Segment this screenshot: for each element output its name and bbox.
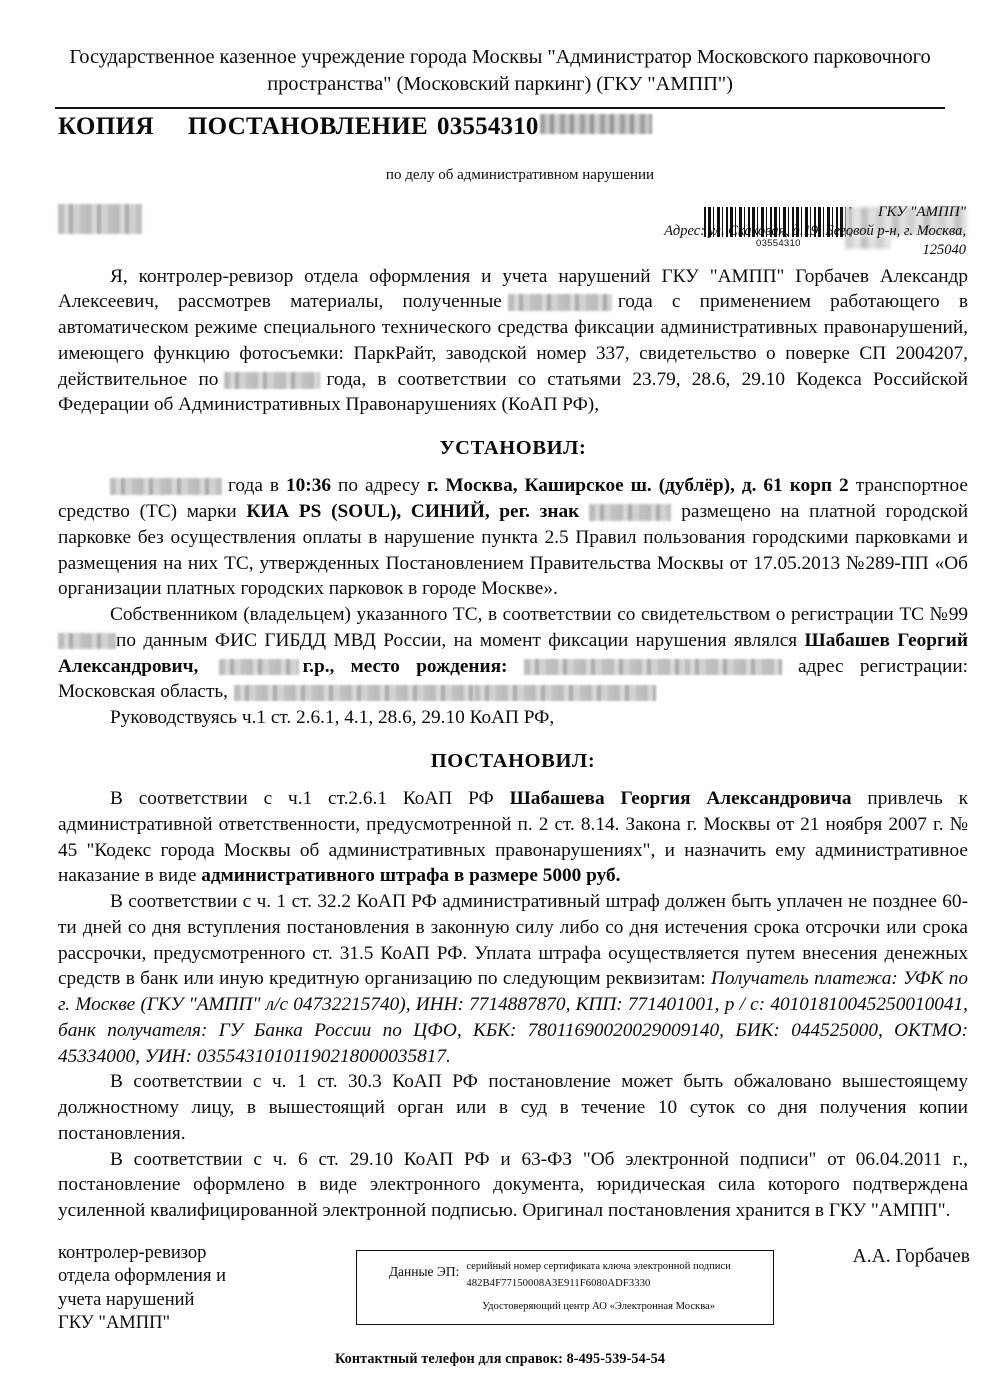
decision-paragraph — [58, 786, 968, 889]
redacted-stamp-block — [58, 204, 142, 234]
barcode-number: 03554310 — [756, 237, 801, 249]
violation-time: 10:36 — [286, 475, 331, 497]
document-subtitle: по делу об административном нарушении — [385, 166, 655, 183]
violation-location: г. Москва, Каширское ш. (дублёр), д. 61 корп 2 — [427, 475, 849, 497]
redacted-registration-address-cont — [474, 685, 656, 701]
section-heading-ustanovil: УСТАНОВИЛ: — [439, 437, 587, 459]
intro-text-part2: года с применением работающего в автоматическом режиме специального технического средства фиксации административных правонарушений, имеющего функцию фотосъемки: ПаркРайт, заводской номер 337, свидетельство о поверке СП 2004207, действительное по — [58, 291, 968, 390]
signer-position-line-3: учета нарушений — [58, 1289, 195, 1310]
payment-text: В соответствии с ч. 1 ст. 32.2 КоАП РФ административный штраф должен быть уплачен не позднее 60-ти дней со дня вступления постановления в законную силу либо со дня истечения срока отсрочки или срока рассрочки, предусмотренного ст. 31.5 КоАП РФ. Уплата штрафа осуществляется путем внесения денежных средств в банк или иную кредитную организацию по следующим реквизитам: — [58, 891, 968, 990]
eds-label: Данные ЭП: — [388, 1263, 460, 1279]
owner-text-1: Собственником (владельцем) указанного ТС, в соответствии со свидетельством о регистрации ТС №99 — [110, 604, 968, 626]
violation-paragraph — [58, 473, 968, 602]
penalized-person-name: Шабашева Георгия Александровича — [509, 788, 852, 810]
signer-position-line-4: ГКУ "АМПП" — [58, 1313, 171, 1334]
violation-text-3: транспортное средство (ТС) марки — [58, 475, 968, 523]
document-number: 03554310 — [437, 112, 539, 140]
document-title-left — [58, 113, 652, 141]
owner-text-4: адрес регистрации: Московская область, — [58, 655, 968, 703]
payment-paragraph — [58, 889, 968, 1069]
redacted-birth-place-cont — [684, 659, 782, 675]
payment-requisites: Получатель платежа: УФК по г. Москве (ГКУ "АМПП" л/с 04732215740), ИНН: 7714887870, КПП: 771401001, р / с: 40101810045250010041, банк получателя: ГУ Банка России по ЦФО, КБК: 78011690020029009140, БИК: 044525000, ОКТМО: 45334000, УИН: 03554310101190218000035817. — [58, 968, 968, 1067]
redacted-birth-place — [524, 659, 684, 675]
footer-contact: Контактный телефон для справок: 8-495-539-54-54 — [334, 1351, 666, 1367]
legal-basis-paragraph: Руководствуясь ч.1 ст. 2.6.1, 4.1, 28.6, 29.10 КоАП РФ, — [110, 707, 555, 729]
signer-position-line-2: отдела оформления и — [58, 1266, 226, 1287]
vehicle-description: КИА PS (SOUL), СИНИЙ — [246, 501, 485, 523]
electronic-signature-stamp — [356, 1250, 774, 1325]
intro-paragraph — [58, 264, 968, 419]
eds-details — [466, 1258, 730, 1315]
eds-cert-caption: серийный номер сертификата ключа электронной подписи — [466, 1260, 731, 1272]
violation-text-4: , рег. знак — [484, 501, 580, 523]
eds-serial-number: 482B4F77150008A3E911F6080ADF3330 — [466, 1278, 651, 1290]
owner-text-2: по данным ФИС ГИБДД МВД России, на момент фиксации нарушения являлся — [116, 629, 798, 651]
document-type-label: ПОСТАНОВЛЕНИЕ — [187, 112, 429, 140]
fine-statement: административного штрафа в размере 5000 руб. — [201, 865, 621, 887]
violation-text-1: года в — [228, 475, 279, 497]
violation-text-2: по адресу — [338, 475, 420, 497]
intro-text-part3: года, в соответствии со статьями 23.79, 28.6, 29.10 Кодекса Российской Федерации об Административных Правонарушениях (КоАП РФ), — [58, 368, 969, 416]
appeal-paragraph: В соответствии с ч. 1 ст. 30.3 КоАП РФ постановление может быть обжаловано вышестоящему должностному лицу, в вышестоящий орган или в суд в течение 10 суток со дня получения копии постановления. — [58, 1071, 968, 1144]
address-block — [58, 202, 968, 261]
owner-name: Шабашев Георгий Александрович, — [58, 629, 968, 677]
redacted-registration-certificate — [58, 633, 116, 649]
redacted-document-number-suffix — [540, 114, 652, 134]
meta-row — [0, 202, 1000, 264]
redacted-calibration-date — [224, 372, 320, 389]
signer-position-line-1: контролер-ревизор — [58, 1242, 207, 1263]
document-body — [0, 264, 1000, 1224]
decision-text-b: привлечь к административной ответственности, предусмотренной п. 2 ст. 8.14. Закона г. Москвы от 21 ноября 2007 г. № 45 "Кодекс города Москвы об административных правонарушениях", и назначить ему административное наказание в виде — [58, 788, 968, 887]
copy-label: КОПИЯ — [58, 112, 154, 140]
violation-text-5: размещено на платной городской парковке без осуществления оплаты в нарушение пункта 2.5 Правил пользования городскими парковками и размещения на них ТС, утвержденных Постановлением Правительства Москвы от 17.05.2013 №289-ПП «Об организации платных городских парковок в городе Москве». — [58, 501, 969, 600]
redacted-violation-date — [110, 478, 222, 495]
owner-paragraph — [58, 602, 968, 705]
redacted-birth-year — [219, 659, 299, 675]
organization-title: Государственное казенное учреждение города Москвы "Администратор Московского парковочного пространства" (Московский паркинг) (ГКУ "АМПП") — [69, 46, 931, 96]
signer-name: А.А. Горбачев — [852, 1245, 970, 1267]
organization-short-name: ГКУ "АМПП" — [877, 203, 966, 220]
organization-postal-code: 125040 — [922, 242, 966, 259]
redacted-receipt-date — [508, 294, 612, 311]
signer-position — [58, 1242, 273, 1336]
organization-address: Адрес: ул. Скаковая, д.19, Беговой р-н, г. Москва, — [664, 222, 966, 239]
intro-text-part1: Я, контролер-ревизор отдела оформления и учета нарушений ГКУ "АМПП" Горбачев Александр Алексеевич, рассмотрев материалы, полученные — [58, 265, 968, 313]
signature-area — [0, 1242, 1000, 1336]
owner-text-3: г.р., место рождения: — [302, 655, 508, 677]
redacted-license-plate — [589, 504, 671, 521]
decision-text-a: В соответствии с ч.1 ст.2.6.1 КоАП РФ — [110, 788, 494, 810]
section-heading-postanovil: ПОСТАНОВИЛ: — [430, 749, 596, 772]
eds-certificate-authority: Удостоверяющий центр АО «Электронная Москва» — [482, 1301, 716, 1313]
electronic-signature-paragraph: В соответствии с ч. 6 ст. 29.10 КоАП РФ и 63-ФЗ "Об электронной подписи" от 06.04.2011 г., постановление оформлено в виде электронного документа, юридическая сила которого подтверждена усиленной квалифицированной электронной подписью. Оригинал постановления хранится в ГКУ "АМПП". — [58, 1148, 968, 1222]
redacted-registration-address — [234, 685, 474, 701]
